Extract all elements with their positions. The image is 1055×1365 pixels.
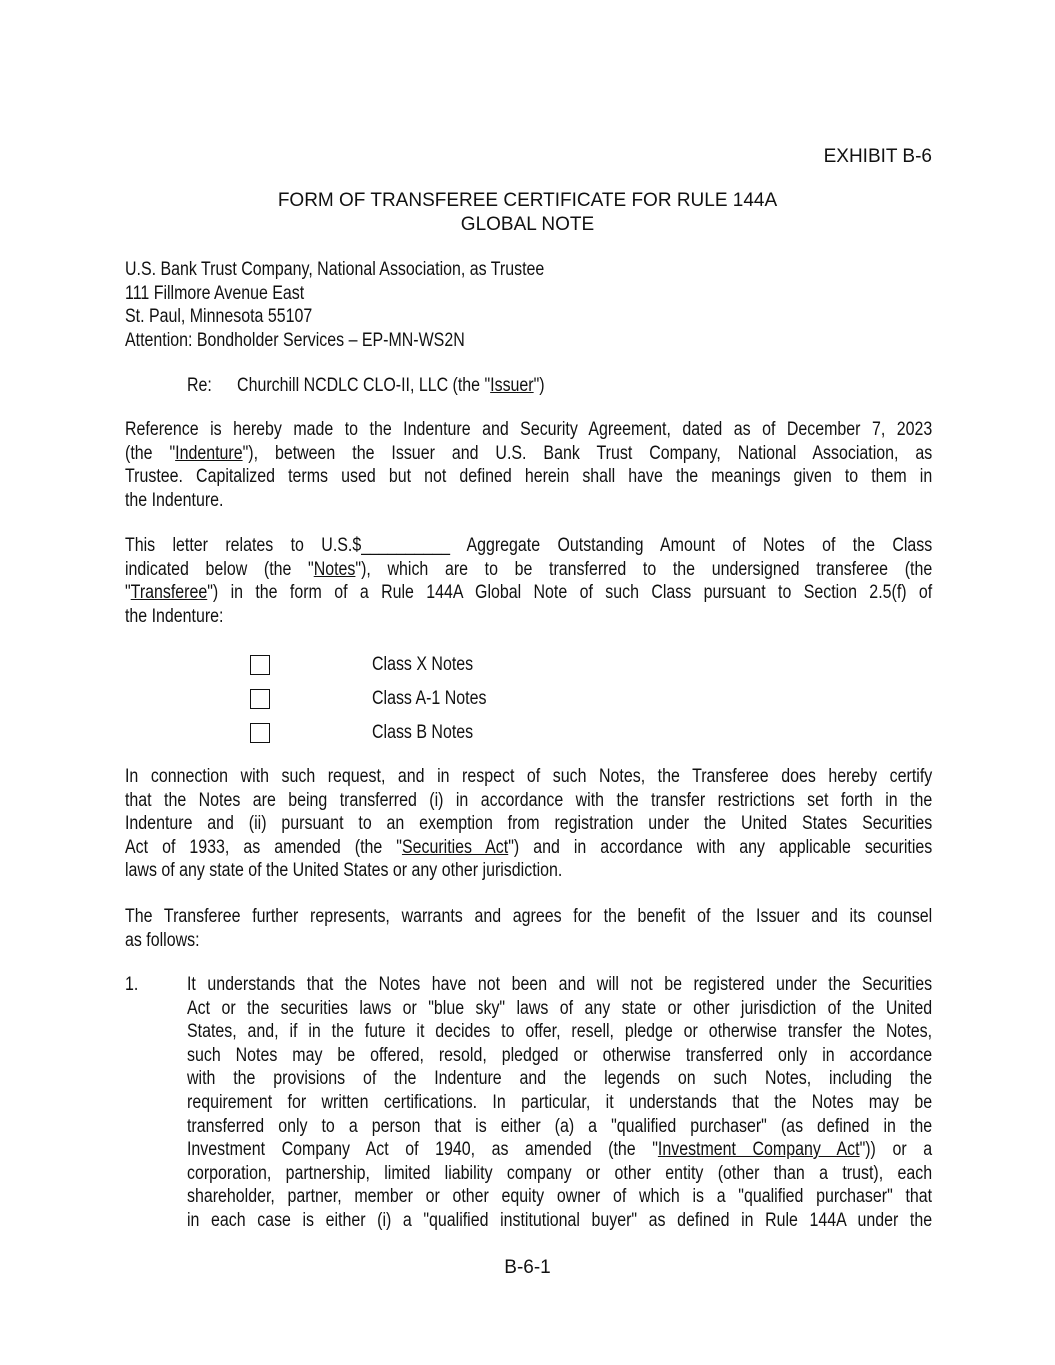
re-text: ") xyxy=(533,375,545,396)
checkbox-class-a1[interactable] xyxy=(250,689,270,709)
text-line: the Indenture: xyxy=(125,605,224,627)
address-line: 111 Fillmore Avenue East xyxy=(125,282,305,304)
text-segment: Act of 1933, as amended (the " xyxy=(125,836,402,858)
text-segment: " xyxy=(125,582,131,604)
address-line: Attention: Bondholder Services – EP-MN-WS2N xyxy=(125,329,465,351)
text-line xyxy=(125,558,932,582)
text-line: shareholder, partner, member or other equity owner of which is a "qualified purchaser" that xyxy=(187,1186,933,1208)
paragraph-certification xyxy=(125,765,932,883)
item-1-text xyxy=(187,973,932,1233)
checkbox-class-b[interactable] xyxy=(250,723,270,743)
text-line: The Transferee further represents, warrants and agrees for the benefit of the Issuer and its counsel xyxy=(125,906,933,927)
text-line: Indenture and (ii) pursuant to an exemption from registration under the United States Securities xyxy=(125,813,933,835)
address-line: U.S. Bank Trust Company, National Association, as Trustee xyxy=(125,259,545,280)
text-segment: indicated below (the " xyxy=(125,558,314,580)
text-line: laws of any state of the United States or any other jurisdiction. xyxy=(125,860,563,882)
text-line: Trustee. Capitalized terms used but not defined herein shall have the meanings given to them in xyxy=(125,466,933,488)
text-segment: "), which are to be transferred to the undersigned transferee (the xyxy=(355,558,933,580)
item-number: 1. xyxy=(125,974,139,995)
re-label: Re: xyxy=(187,375,212,396)
page-number: B-6-1 xyxy=(504,1257,551,1278)
text-segment: (the " xyxy=(125,442,176,464)
text-line: This letter relates to U.S.$__________ Aggregate Outstanding Amount of Notes of the Class xyxy=(125,535,933,556)
exhibit-label: EXHIBIT B-6 xyxy=(823,146,932,167)
title-line: GLOBAL NOTE xyxy=(460,213,595,235)
text-segment: "), between the Issuer and U.S. Bank Trust Company, National Association, as xyxy=(242,442,933,464)
title-line: FORM OF TRANSFEREE CERTIFICATE FOR RULE 144A xyxy=(277,190,778,211)
text-line: It understands that the Notes have not been and will not be registered under the Securities xyxy=(187,974,933,995)
text-segment: Investment Company Act of 1940, as amended (the " xyxy=(187,1139,658,1161)
text-segment: ") in the form of a Rule 144A Global Note of such Class pursuant to Section 2.5(f) of xyxy=(207,582,933,604)
re-text: Churchill NCDLC CLO-II, LLC (the " xyxy=(237,375,491,396)
text-line: requirement for written certifications. In particular, it understands that the Notes may be xyxy=(187,1091,933,1113)
address-line: St. Paul, Minnesota 55107 xyxy=(125,306,313,328)
text-line: corporation, partnership, limited liability company or other entity (other than a trust), each xyxy=(187,1162,933,1184)
paragraph-representations xyxy=(125,905,932,952)
text-line: transferred only to a person that is either (a) a "qualified purchaser" (as defined in the xyxy=(187,1115,933,1137)
defined-term-investment-company-act: Investment Company Act xyxy=(657,1139,860,1161)
document-title xyxy=(0,189,1055,236)
trustee-address xyxy=(125,258,544,352)
text-line: such Notes may be offered, resold, pledged or otherwise transferred only in accordance xyxy=(187,1044,933,1066)
text-line xyxy=(125,836,932,860)
text-line: that the Notes are being transferred (i) in accordance with the transfer restrictions set forth in the xyxy=(125,789,933,811)
checkbox-class-x[interactable] xyxy=(250,655,270,675)
text-line xyxy=(187,1138,932,1162)
re-line xyxy=(187,374,545,398)
text-line: Reference is hereby made to the Indenture and Security Agreement, dated as of December 7, 2023 xyxy=(125,419,933,440)
text-line: In connection with such request, and in respect of such Notes, the Transferee does hereby certify xyxy=(125,766,933,787)
checkbox-label: Class X Notes xyxy=(372,654,474,675)
paragraph-reference xyxy=(125,418,932,512)
text-line: in each case is either (i) a "qualified institutional buyer" as defined in Rule 144A under the xyxy=(187,1209,933,1231)
text-line xyxy=(125,581,932,605)
checkbox-label: Class B Notes xyxy=(372,722,474,743)
text-segment: ") and in accordance with any applicable securities xyxy=(508,836,933,858)
text-line xyxy=(125,442,932,466)
text-line: with the provisions of the Indenture and the legends on such Notes, including the xyxy=(187,1068,933,1090)
defined-term-notes: Notes xyxy=(313,558,356,580)
text-line: Act or the securities laws or "blue sky" laws of any state or other jurisdiction of the United xyxy=(187,997,933,1019)
text-line: as follows: xyxy=(125,929,200,951)
defined-term-securities-act: Securities Act xyxy=(401,836,509,858)
text-line: the Indenture. xyxy=(125,489,224,511)
defined-term-issuer: Issuer xyxy=(490,375,534,396)
text-line: States, and, if in the future it decides to offer, resell, pledge or otherwise transfer the Notes, xyxy=(187,1021,933,1043)
text-segment: ")) or a xyxy=(859,1139,933,1161)
paragraph-letter xyxy=(125,534,932,628)
defined-term-indenture: Indenture xyxy=(175,442,243,464)
checkbox-label: Class A-1 Notes xyxy=(372,688,487,709)
defined-term-transferee: Transferee xyxy=(130,582,208,604)
